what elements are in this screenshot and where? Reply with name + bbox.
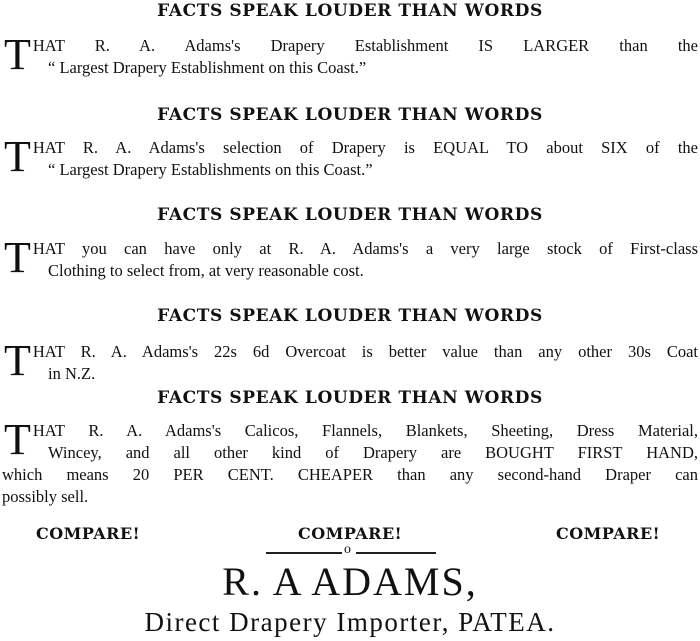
advert-line: HAT R. A. Adams's Calicos, Flannels, Blankets, Sheeting, Dress Material, (32, 421, 698, 440)
advert-line: HAT R. A. Adams's selection of Drapery is EQUAL TO about SIX of the (32, 138, 698, 157)
advert-paragraph (2, 415, 698, 508)
advert-line: HAT R. A. Adams's Drapery Establishment IS LARGER than the (32, 36, 698, 55)
advertiser-name: R. A ADAMS, (222, 559, 478, 604)
compare-label-center: COMPARE! (298, 524, 403, 543)
drop-cap: T (4, 30, 31, 79)
section-heading: FACTS SPEAK LOUDER THAN WORDS (157, 105, 543, 125)
advert-line: HAT R. A. Adams's 22s 6d Overcoat is better value than any other 30s Coat (32, 342, 698, 361)
advert-line: “ Largest Drapery Establishment on this Coast.” (48, 58, 367, 77)
advert-line: in N.Z. (48, 364, 96, 383)
ornament-rule-right (356, 552, 436, 554)
compare-label-left: COMPARE! (36, 524, 141, 543)
drop-cap: T (4, 132, 31, 181)
advert-line: HAT you can have only at R. A. Adams's a very large stock of First-class (32, 239, 698, 258)
drop-cap: T (4, 233, 31, 282)
advert-paragraph (4, 30, 698, 79)
advert-paragraph (4, 336, 698, 385)
section-heading: FACTS SPEAK LOUDER THAN WORDS (157, 306, 543, 326)
section-heading: FACTS SPEAK LOUDER THAN WORDS (157, 388, 543, 408)
compare-label-right: COMPARE! (556, 524, 661, 543)
ornament-mark: o (344, 542, 351, 557)
section-heading: FACTS SPEAK LOUDER THAN WORDS (157, 1, 543, 21)
advert-line: Clothing to select from, at very reasonable cost. (48, 261, 364, 280)
advert-line: “ Largest Drapery Establishments on this Coast.” (48, 160, 373, 179)
advert-line: which means 20 PER CENT. CHEAPER than any second-hand Draper can (2, 465, 698, 484)
advert-paragraph (4, 233, 698, 282)
advertiser-title: Direct Drapery Importer, PATEA. (144, 607, 556, 637)
section-heading: FACTS SPEAK LOUDER THAN WORDS (157, 205, 543, 225)
advert-line: Wincey, and all other kind of Drapery are BOUGHT FIRST HAND, (48, 443, 698, 462)
ornament-rule-left (266, 552, 342, 554)
advert-line: possibly sell. (2, 487, 89, 506)
drop-cap: T (4, 415, 31, 464)
drop-cap: T (4, 336, 31, 385)
advert-paragraph (4, 132, 698, 181)
